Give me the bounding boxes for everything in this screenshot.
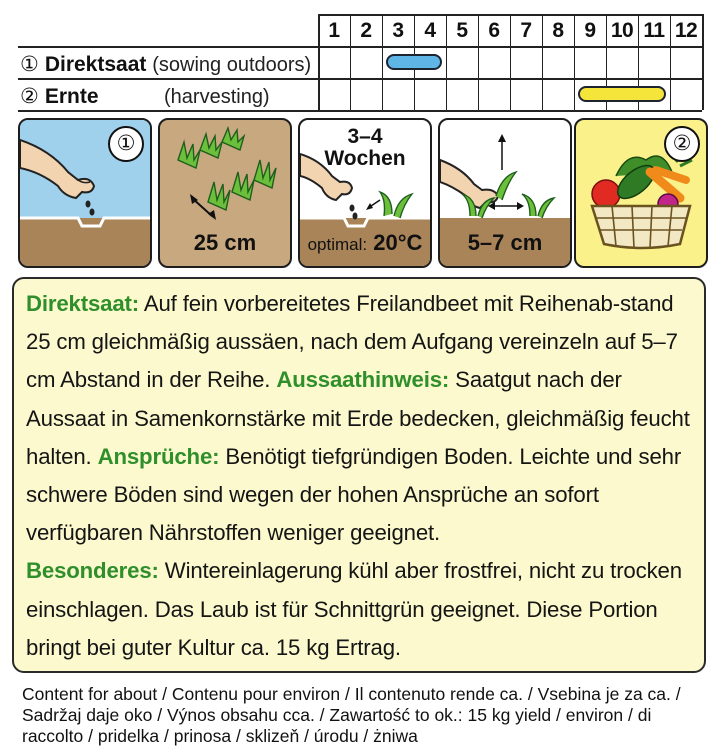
description-text [26,285,692,667]
row-title: Ernte [44,85,99,108]
row-title: Direktsaat [44,53,147,76]
panel-sowing [18,118,152,268]
calendar-bottom-border [18,110,702,112]
instruction-panels [18,118,704,268]
weeks-range: 3–4 [347,125,383,148]
heading-besonderes: Besonderes: [26,558,159,584]
panel-row-spacing [158,118,292,268]
month-number: 2 [360,19,372,42]
month-number: 8 [552,19,564,42]
step-number-badge: ① [108,126,144,162]
text-ansprueche: Benötigt tiefgründigen Boden. Leichte und sehr schwere Böden sind wegen der hohen Ansprüche an sofort verfügbaren Nährstoffen weniger geeignet. [26,443,682,546]
optimal-prefix: optimal: [307,235,368,254]
month-number: 11 [643,19,665,42]
month-number: 9 [584,19,596,42]
row-spacing-label: 25 cm [193,230,257,255]
calendar-column-line [702,14,704,110]
panel-harvest [574,118,708,268]
row-number: ② [20,85,39,108]
step-number-badge: ② [664,126,700,162]
sowing-calendar [18,8,704,112]
temperature-value: 20°C [373,230,423,255]
month-number: 6 [488,19,500,42]
description-box [12,277,706,673]
month-number: 12 [674,19,698,42]
row-subtitle: (harvesting) [164,86,270,108]
month-number: 1 [328,19,340,42]
heading-direktsaat: Direktsaat: [26,291,140,316]
panel-thinning [438,118,572,268]
row-ernte [20,80,270,114]
heading-aussaathinweis: Aussaathinweis: [276,367,450,393]
yield-footer: Content for about / Contenu pour environ / Il contenuto rende ca. / Vsebina je za ca. / Sadržaj daje oko / Výnos obsahu cca. / Zawartość to ok.: 15 kg yield / environ / di raccolto / pridelka / prinosa / sklizeň / úrodu / żniwa [22,684,681,746]
heading-ansprueche: Ansprüche: [97,443,220,469]
weeks-label [300,126,430,170]
text-besonderes: Wintereinlagerung kühl aber frostfrei, nicht zu trocken einschlagen. Das Laub ist für Schnittgrün geeignet. Diese Portion bringt bei guter Kultur ca. 15 kg Ertrag. [26,558,682,660]
weeks-unit: Wochen [324,147,406,170]
harvest-period-bar [578,86,666,102]
month-number: 5 [456,19,468,42]
temperature-label [300,230,430,256]
sowing-period-bar [386,54,442,70]
weeks-text [300,126,430,170]
row-direktsaat [20,48,311,82]
text-direktsaat: Auf fein vorbereitetes Freilandbeet mit Reihenab-stand 25 cm gleichmäßig aussäen, nach dem Aufgang vereinzeln auf 5–7 cm Abstand in der Reihe. [26,291,678,393]
month-number: 4 [424,19,436,42]
month-number: 10 [610,19,634,42]
panel-germination [298,118,432,268]
text-aussaathinweis: Saatgut nach der Aussaat in Samenkornstärke mit Erde bedecken, gleichmäßig feucht halten. [26,367,690,469]
row-subtitle: (sowing outdoors) [152,54,312,76]
plant-spacing-label: 5–7 cm [467,230,543,255]
month-number: 7 [520,19,532,42]
month-number: 3 [392,19,404,42]
row-number: ① [20,53,39,76]
